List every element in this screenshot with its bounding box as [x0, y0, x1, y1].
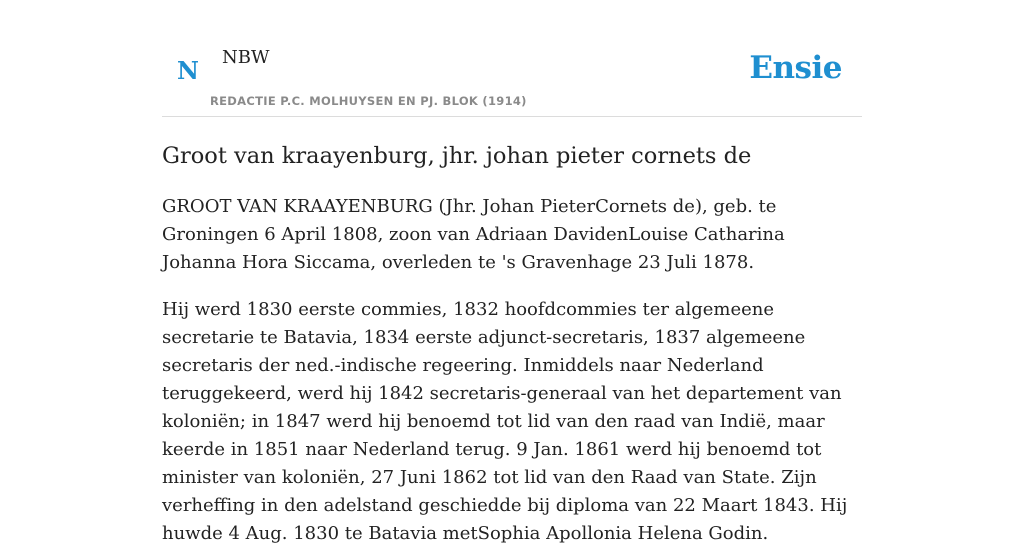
brand-logo[interactable]: Ensie — [749, 50, 842, 86]
article-paragraph: Hij werd 1830 eerste commies, 1832 hoofdcommies ter algemeene secretarie te Batavia, 1834 eerste adjunct-secretaris, 1837 algemeene secretaris der ned.-indische regeering. Inmiddels naar Nederland teruggekeerd, werd hij 1842 secretaris-generaal van het departement van koloniën; in 1847 werd hij benoemd tot lid van den raad van Indië, maar keerde in 1851 naar Nederland terug. 9 Jan. 1861 werd hij benoemd tot minister van koloniën, 27 Juni 1862 tot lid van den Raad van State. Zijn verheffing in den adelstand geschiedde bij diploma van 22 Maart 1843. Hij huwde 4 Aug. 1830 te Batavia metSophia Apollonia Helena Godin. — [162, 299, 848, 544]
source-editors: REDACTIE P.C. MOLHUYSEN EN PJ. BLOK (1914) — [210, 94, 527, 108]
article-title: Groot van kraayenburg, jhr. johan pieter cornets de — [162, 143, 752, 169]
page-container — [162, 0, 862, 548]
source-logo[interactable]: N — [177, 56, 199, 85]
source-name[interactable]: NBW — [222, 47, 270, 68]
source-header — [162, 0, 862, 117]
article-paragraph: GROOT VAN KRAAYENBURG (Jhr. Johan PieterCornets de), geb. te Groningen 6 April 1808, zoon van Adriaan DavidenLouise Catharina Johanna Hora Siccama, overleden te 's Gravenhage 23 Juli 1878. — [162, 196, 785, 273]
